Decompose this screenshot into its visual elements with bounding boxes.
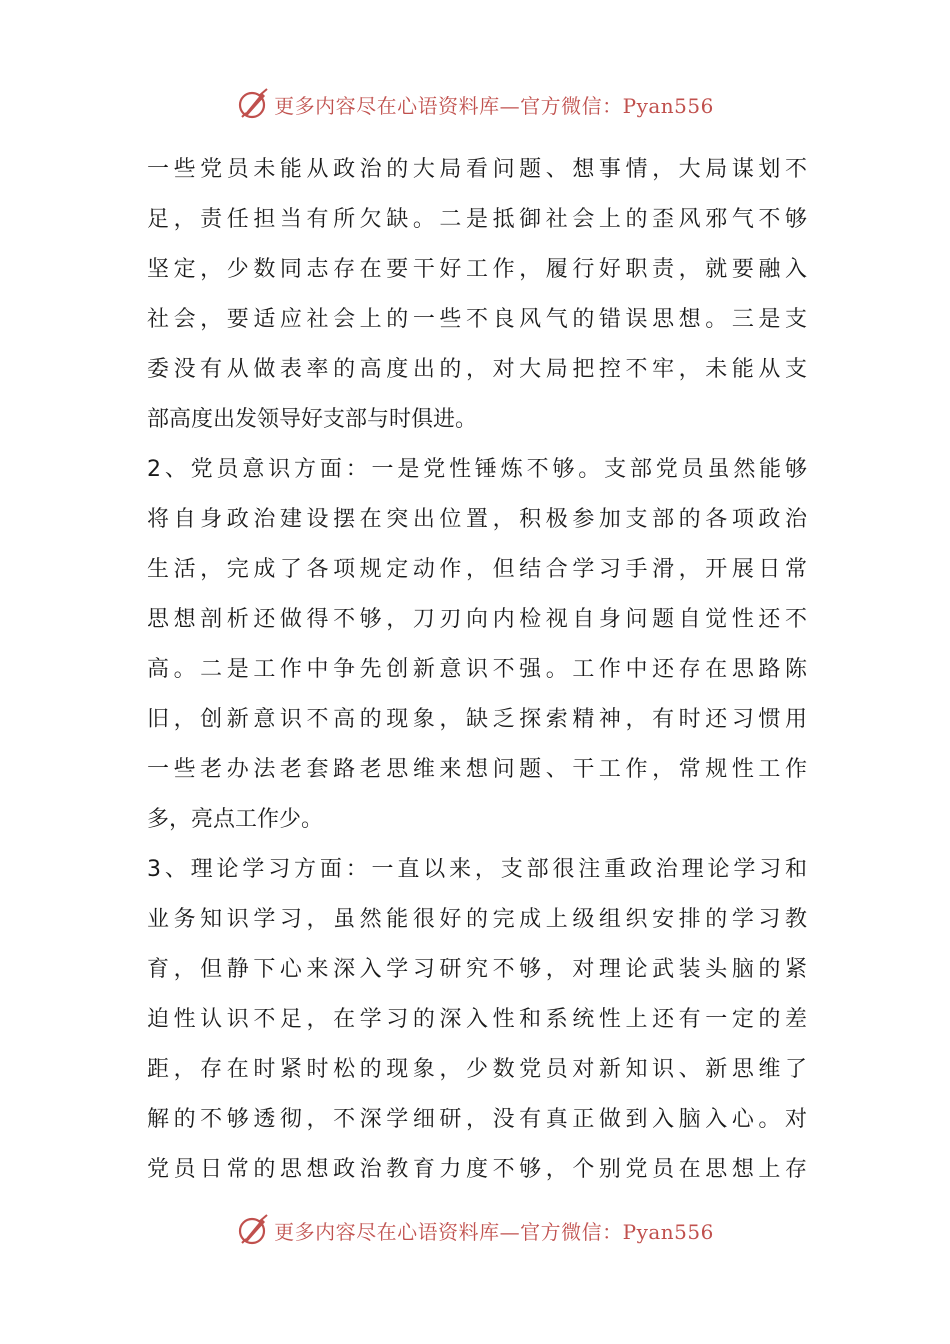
text-line: 高。二是工作中争先创新意识不强。工作中还存在思路陈 — [147, 657, 807, 682]
quill-pen-logo-icon — [236, 1213, 270, 1247]
text-line: 社会，要适应社会上的一些不良风气的错误思想。三是支 — [147, 307, 807, 332]
text-line: 业务知识学习，虽然能很好的完成上级组织安排的学习教 — [147, 907, 807, 932]
text-line: 委没有从做表率的高度出的，对大局把控不牢，未能从支 — [147, 357, 807, 382]
text-line: 一些老办法老套路老思维来想问题、干工作，常规性工作 — [147, 757, 807, 782]
text-line: 2、党员意识方面：一是党性锤炼不够。支部党员虽然能够 — [147, 457, 807, 482]
text-line: 党员日常的思想政治教育力度不够，个别党员在思想上存 — [147, 1157, 807, 1182]
text-line: 3、理论学习方面：一直以来，支部很注重政治理论学习和 — [147, 857, 807, 882]
header-banner — [0, 84, 950, 124]
text-line: 部高度出发领导好支部与时俱进。 — [147, 407, 478, 432]
quill-pen-logo-icon — [236, 87, 270, 121]
text-line: 迫性认识不足，在学习的深入性和系统性上还有一定的差 — [147, 1007, 807, 1032]
text-line: 坚定，少数同志存在要干好工作，履行好职责，就要融入 — [147, 257, 807, 282]
text-line: 解的不够透彻，不深学细研，没有真正做到入脑入心。对 — [147, 1107, 807, 1132]
text-line: 生活，完成了各项规定动作，但结合学习手滑，开展日常 — [147, 557, 807, 582]
text-line: 将自身政治建设摆在突出位置，积极参加支部的各项政治 — [147, 507, 807, 532]
footer-banner-text: 更多内容尽在心语资料库—官方微信：Pyan556 — [274, 1219, 714, 1244]
text-line: 距，存在时紧时松的现象，少数党员对新知识、新思维了 — [147, 1057, 807, 1082]
document-body — [147, 145, 807, 1195]
text-line: 旧，创新意识不高的现象，缺乏探索精神，有时还习惯用 — [147, 707, 807, 732]
text-line: 思想剖析还做得不够，刀刃向内检视自身问题自觉性还不 — [147, 607, 807, 632]
header-banner-text: 更多内容尽在心语资料库—官方微信：Pyan556 — [274, 93, 714, 118]
footer-banner — [0, 1210, 950, 1250]
text-line: 足，责任担当有所欠缺。二是抵御社会上的歪风邪气不够 — [147, 207, 807, 232]
text-line: 多，亮点工作少。 — [147, 807, 324, 832]
text-line: 一些党员未能从政治的大局看问题、想事情，大局谋划不 — [147, 157, 807, 182]
text-line: 育，但静下心来深入学习研究不够，对理论武装头脑的紧 — [147, 957, 807, 982]
